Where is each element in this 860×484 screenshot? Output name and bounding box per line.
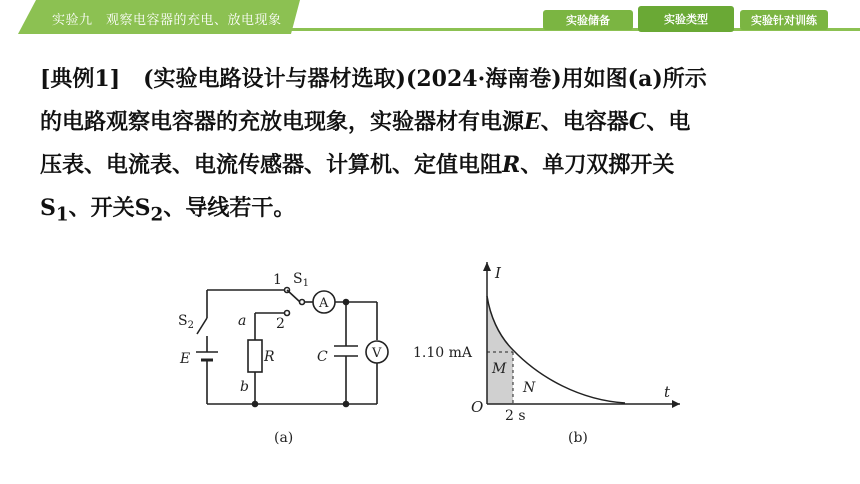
problem-text-1: 用如图(a)所示 — [561, 66, 707, 92]
problem-text-4: 、电 — [646, 109, 691, 135]
chapter-title: 实验九 观察电容器的充电、放电现象 — [52, 13, 282, 28]
discharge-graph — [413, 262, 680, 446]
tab-targeted-training[interactable]: 实验针对训练 — [740, 10, 828, 30]
symbol-R: R — [502, 152, 521, 178]
capacitor-C-label: C — [317, 349, 328, 365]
problem-text-6: 、单刀双掷开关 — [520, 152, 675, 178]
problem-topic: (实验电路设计与器材选取)(2024·海南卷) — [143, 66, 562, 92]
circuit-diagram — [196, 288, 388, 407]
node-b-label: b — [240, 379, 249, 395]
symbol-C: C — [628, 109, 647, 135]
voltmeter-label: V — [372, 346, 382, 361]
time-tick-label: 2 s — [505, 408, 526, 424]
resistor-R-label: R — [264, 349, 275, 365]
problem-text-5: 压表、电流表、电流传感器、计算机、定值电阻 — [40, 152, 503, 178]
problem-text-2: 的电路观察电容器的充放电现象，实验器材有电源 — [40, 109, 525, 135]
terminal-2-label: 2 — [276, 316, 285, 332]
tab-preparation[interactable]: 实验储备 — [543, 10, 633, 30]
example-tag: [典例1] — [40, 66, 121, 92]
symbol-S1: S — [40, 195, 56, 221]
figure-b-caption: (b) — [568, 430, 588, 446]
subscript-1: 1 — [55, 204, 69, 226]
t-axis-arrow — [672, 400, 680, 408]
switch-S2-label: $S_2$ — [178, 313, 194, 331]
terminal-1-label: 1 — [273, 272, 282, 288]
problem-text-8: 、导线若干。 — [163, 195, 296, 221]
figure-a-caption: (a) — [274, 430, 294, 446]
switch-S1-label: $S_1$ — [293, 271, 309, 289]
subscript-2: 2 — [150, 204, 164, 226]
origin-label: O — [471, 398, 484, 416]
region-N-label: N — [523, 380, 536, 396]
source-E-label: E — [180, 351, 191, 367]
node-a-label: a — [238, 313, 247, 329]
current-tick-label: 1.10 mA — [413, 345, 473, 361]
axis-t-label: t — [664, 383, 671, 401]
I-axis-arrow — [483, 262, 491, 271]
symbol-E: E — [524, 109, 541, 135]
region-M-label: M — [492, 361, 507, 377]
problem-text-3: 、电容器 — [540, 109, 629, 135]
tab-experiment-types[interactable]: 实验类型 — [638, 6, 734, 32]
problem-text-7: 、开关S — [68, 195, 151, 221]
axis-I-label: I — [495, 264, 501, 282]
ammeter-label: A — [319, 296, 329, 311]
